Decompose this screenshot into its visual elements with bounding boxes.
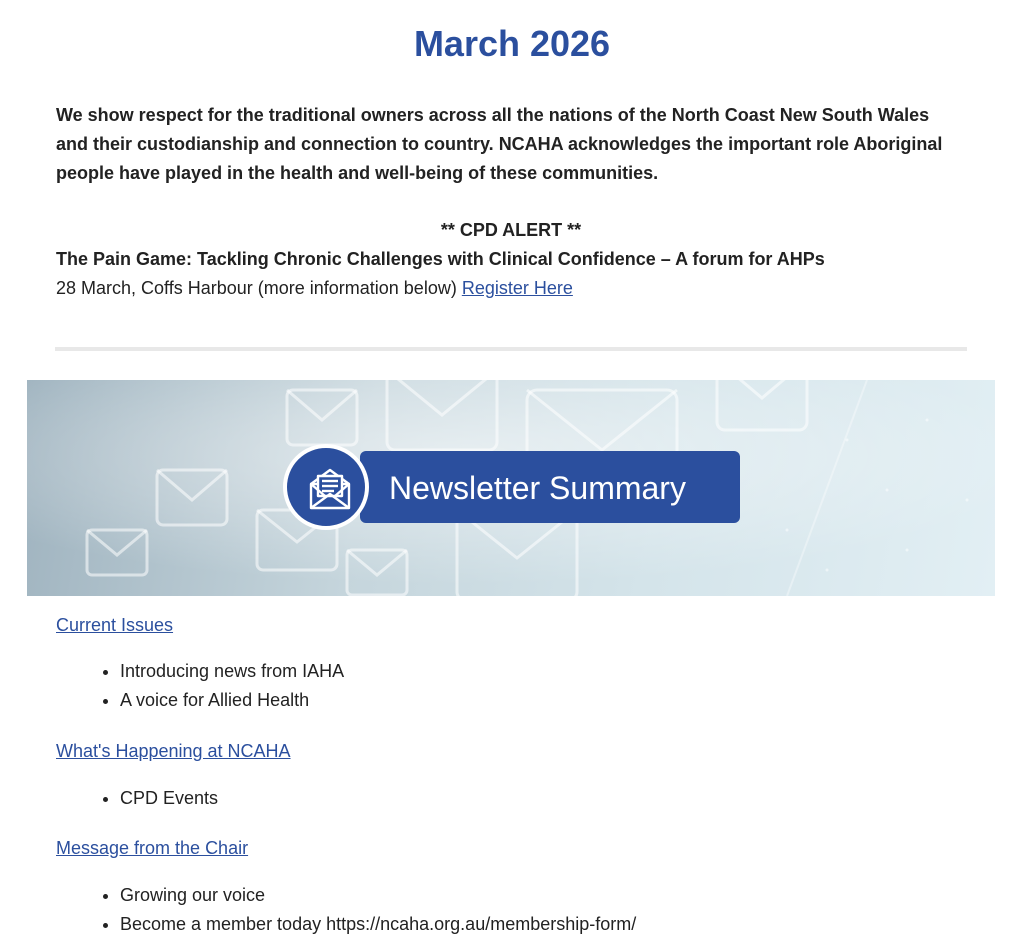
page-title: March 2026 <box>413 23 611 64</box>
whats-happening-list <box>56 784 218 813</box>
cpd-event-title: The Pain Game: Tackling Chronic Challenges with Clinical Confidence – A forum for AHPs <box>56 249 825 269</box>
current-issues-list <box>56 657 344 715</box>
cpd-event-info <box>56 274 966 303</box>
cpd-event-date-location: 28 March, Coffs Harbour (more information below) <box>56 278 462 298</box>
message-from-chair-link[interactable]: Message from the Chair <box>56 838 249 858</box>
message-from-chair-list <box>56 881 636 939</box>
cpd-alert-heading: ** CPD ALERT ** <box>440 220 582 240</box>
list-item: • Growing our voice <box>120 881 636 910</box>
banner-title: Newsletter Summary <box>389 470 686 506</box>
newsletter-summary-banner <box>27 380 995 596</box>
envelope-letter-icon <box>283 444 369 530</box>
cpd-alert-block <box>56 216 966 303</box>
register-here-link[interactable]: Register Here <box>461 278 573 298</box>
acknowledgement-of-country: We show respect for the traditional owners across all the nations of the North Coast New South Wales and their custodianship and connection to country. NCAHA acknowledges the important role Aboriginal people have played in the health and well-being of these communities. <box>56 105 943 183</box>
list-item: • A voice for Allied Health <box>120 686 344 715</box>
whats-happening-link[interactable]: What's Happening at NCAHA <box>56 741 291 761</box>
list-item: • CPD Events <box>120 784 218 813</box>
divider <box>55 347 967 351</box>
current-issues-link[interactable]: Current Issues <box>56 615 174 635</box>
list-item: • Introducing news from IAHA <box>120 657 344 686</box>
list-item: • Become a member today https://ncaha.org.au/membership-form/ <box>120 910 636 939</box>
